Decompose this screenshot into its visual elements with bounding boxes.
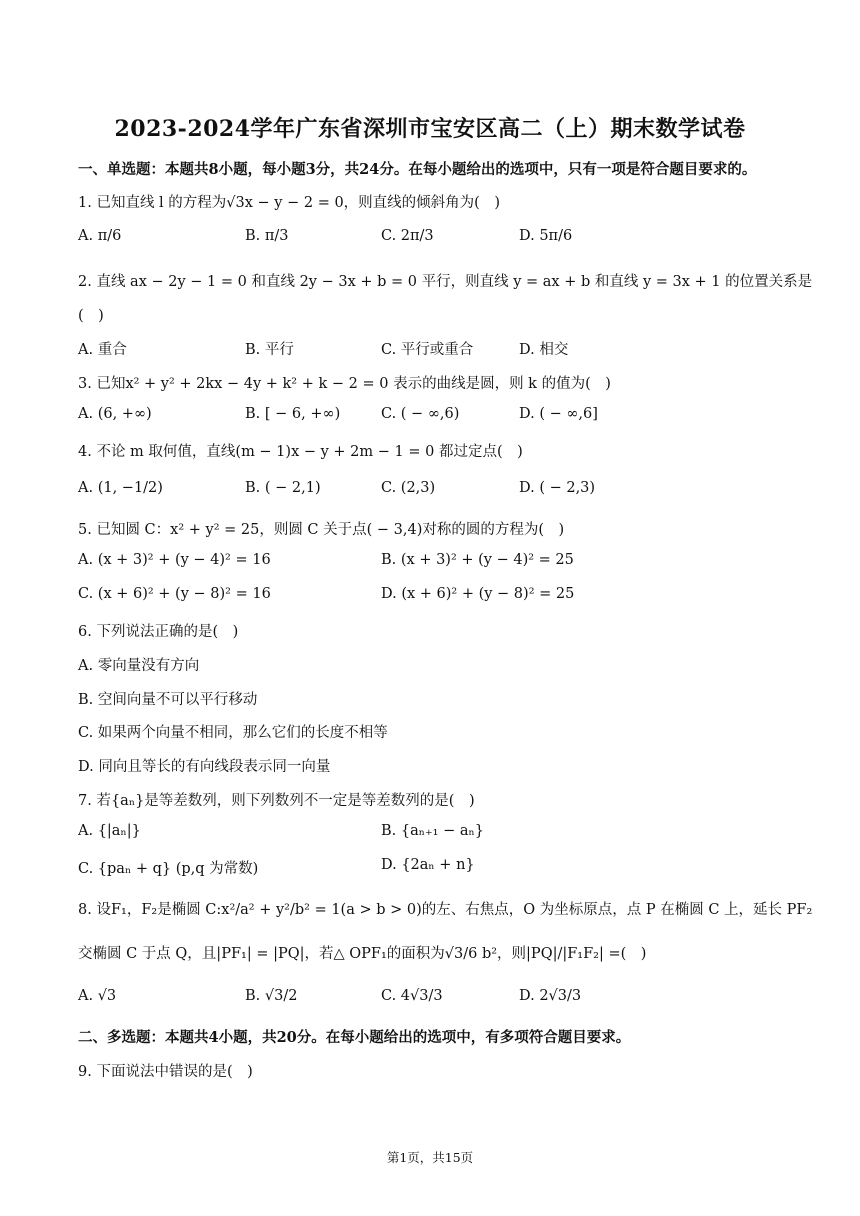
- exam-title: 2023-2024学年广东省深圳市宝安区高二（上）期末数学试卷: [114, 116, 746, 142]
- q6-option-b: B. 空间向量不可以平行移动: [78, 692, 258, 708]
- question-9-stem: 9. 下面说法中错误的是( ): [78, 1064, 253, 1080]
- q2-option-a: A. 重合: [78, 342, 127, 358]
- q3-option-b: B. [ − 6, +∞): [245, 406, 341, 422]
- q5-option-a: A. (x + 3)² + (y − 4)² = 16: [78, 552, 271, 568]
- q5-option-b: B. (x + 3)² + (y − 4)² = 25: [381, 552, 574, 568]
- question-1-stem: 1. 已知直线 l 的方程为√3x − y − 2 = 0，则直线的倾斜角为( ): [78, 195, 500, 211]
- q6-option-a: A. 零向量没有方向: [78, 658, 200, 674]
- question-3-stem: 3. 已知x² + y² + 2kx − 4y + k² + k − 2 = 0 表示的曲线是圆，则 k 的值为( ): [78, 376, 611, 392]
- section-1-header: 一、单选题：本题共8小题，每小题3分，共24分。在每小题给出的选项中，只有一项是符合题目要求的。: [78, 161, 757, 178]
- q1-option-c: C. 2π/3: [381, 228, 434, 244]
- q4-option-b: B. ( − 2,1): [245, 480, 321, 496]
- q7-option-d: D. {2aₙ + n}: [381, 857, 475, 873]
- question-6-stem: 6. 下列说法正确的是( ): [78, 624, 239, 640]
- question-4-stem: 4. 不论 m 取何值，直线(m − 1)x − y + 2m − 1 = 0 都过定点( ): [78, 444, 523, 460]
- question-5-stem: 5. 已知圆 C：x² + y² = 25，则圆 C 关于点( − 3,4)对称的圆的方程为( ): [78, 522, 565, 538]
- q8-option-c: C. 4√3/3: [381, 988, 443, 1004]
- q1-option-b: B. π/3: [245, 228, 289, 244]
- q3-option-d: D. ( − ∞,6]: [519, 406, 598, 422]
- q5-option-d: D. (x + 6)² + (y − 8)² = 25: [381, 586, 575, 602]
- q6-option-d: D. 同向且等长的有向线段表示同一向量: [78, 759, 331, 775]
- q1-option-a: A. π/6: [78, 228, 122, 244]
- question-8-stem-cont: 交椭圆 C 于点 Q，且|PF₁| = |PQ|，若△ OPF₁的面积为√3/6 b²，则|PQ|/|F₁F₂| =( ): [78, 946, 647, 962]
- q4-option-d: D. ( − 2,3): [519, 480, 596, 496]
- q2-option-b: B. 平行: [245, 342, 294, 358]
- question-2-stem-cont: ( ): [78, 308, 104, 324]
- q2-option-d: D. 相交: [519, 342, 569, 358]
- q7-option-b: B. {aₙ₊₁ − aₙ}: [381, 823, 484, 839]
- q4-option-a: A. (1, −1/2): [78, 480, 163, 496]
- question-7-stem: 7. 若{aₙ}是等差数列，则下列数列不一定是等差数列的是( ): [78, 793, 475, 809]
- q7-option-a: A. {|aₙ|}: [78, 823, 141, 839]
- q2-option-c: C. 平行或重合: [381, 342, 474, 358]
- question-2-stem: 2. 直线 ax − 2y − 1 = 0 和直线 2y − 3x + b = 0 平行，则直线 y = ax + b 和直线 y = 3x + 1 的位置关系是: [78, 274, 813, 290]
- page-number: 第1页，共15页: [386, 1150, 474, 1165]
- q1-option-d: D. 5π/6: [519, 228, 573, 244]
- q6-option-c: C. 如果两个向量不相同，那么它们的长度不相等: [78, 725, 388, 741]
- section-2-header: 二、多选题：本题共4小题，共20分。在每小题给出的选项中，有多项符合题目要求。: [78, 1029, 631, 1046]
- q4-option-c: C. (2,3): [381, 480, 436, 496]
- q8-option-d: D. 2√3/3: [519, 988, 582, 1004]
- q8-option-a: A. √3: [78, 988, 117, 1004]
- q5-option-c: C. (x + 6)² + (y − 8)² = 16: [78, 586, 271, 602]
- question-8-stem: 8. 设F₁，F₂是椭圆 C:x²/a² + y²/b² = 1(a > b > 0)的左、右焦点，O 为坐标原点，点 P 在椭圆 C 上，延长 PF₂: [78, 902, 813, 918]
- q7-option-c: C. {paₙ + q} (p,q 为常数): [78, 861, 259, 877]
- q3-option-c: C. ( − ∞,6): [381, 406, 460, 422]
- q3-option-a: A. (6, +∞): [78, 406, 152, 422]
- q8-option-b: B. √3/2: [245, 988, 298, 1004]
